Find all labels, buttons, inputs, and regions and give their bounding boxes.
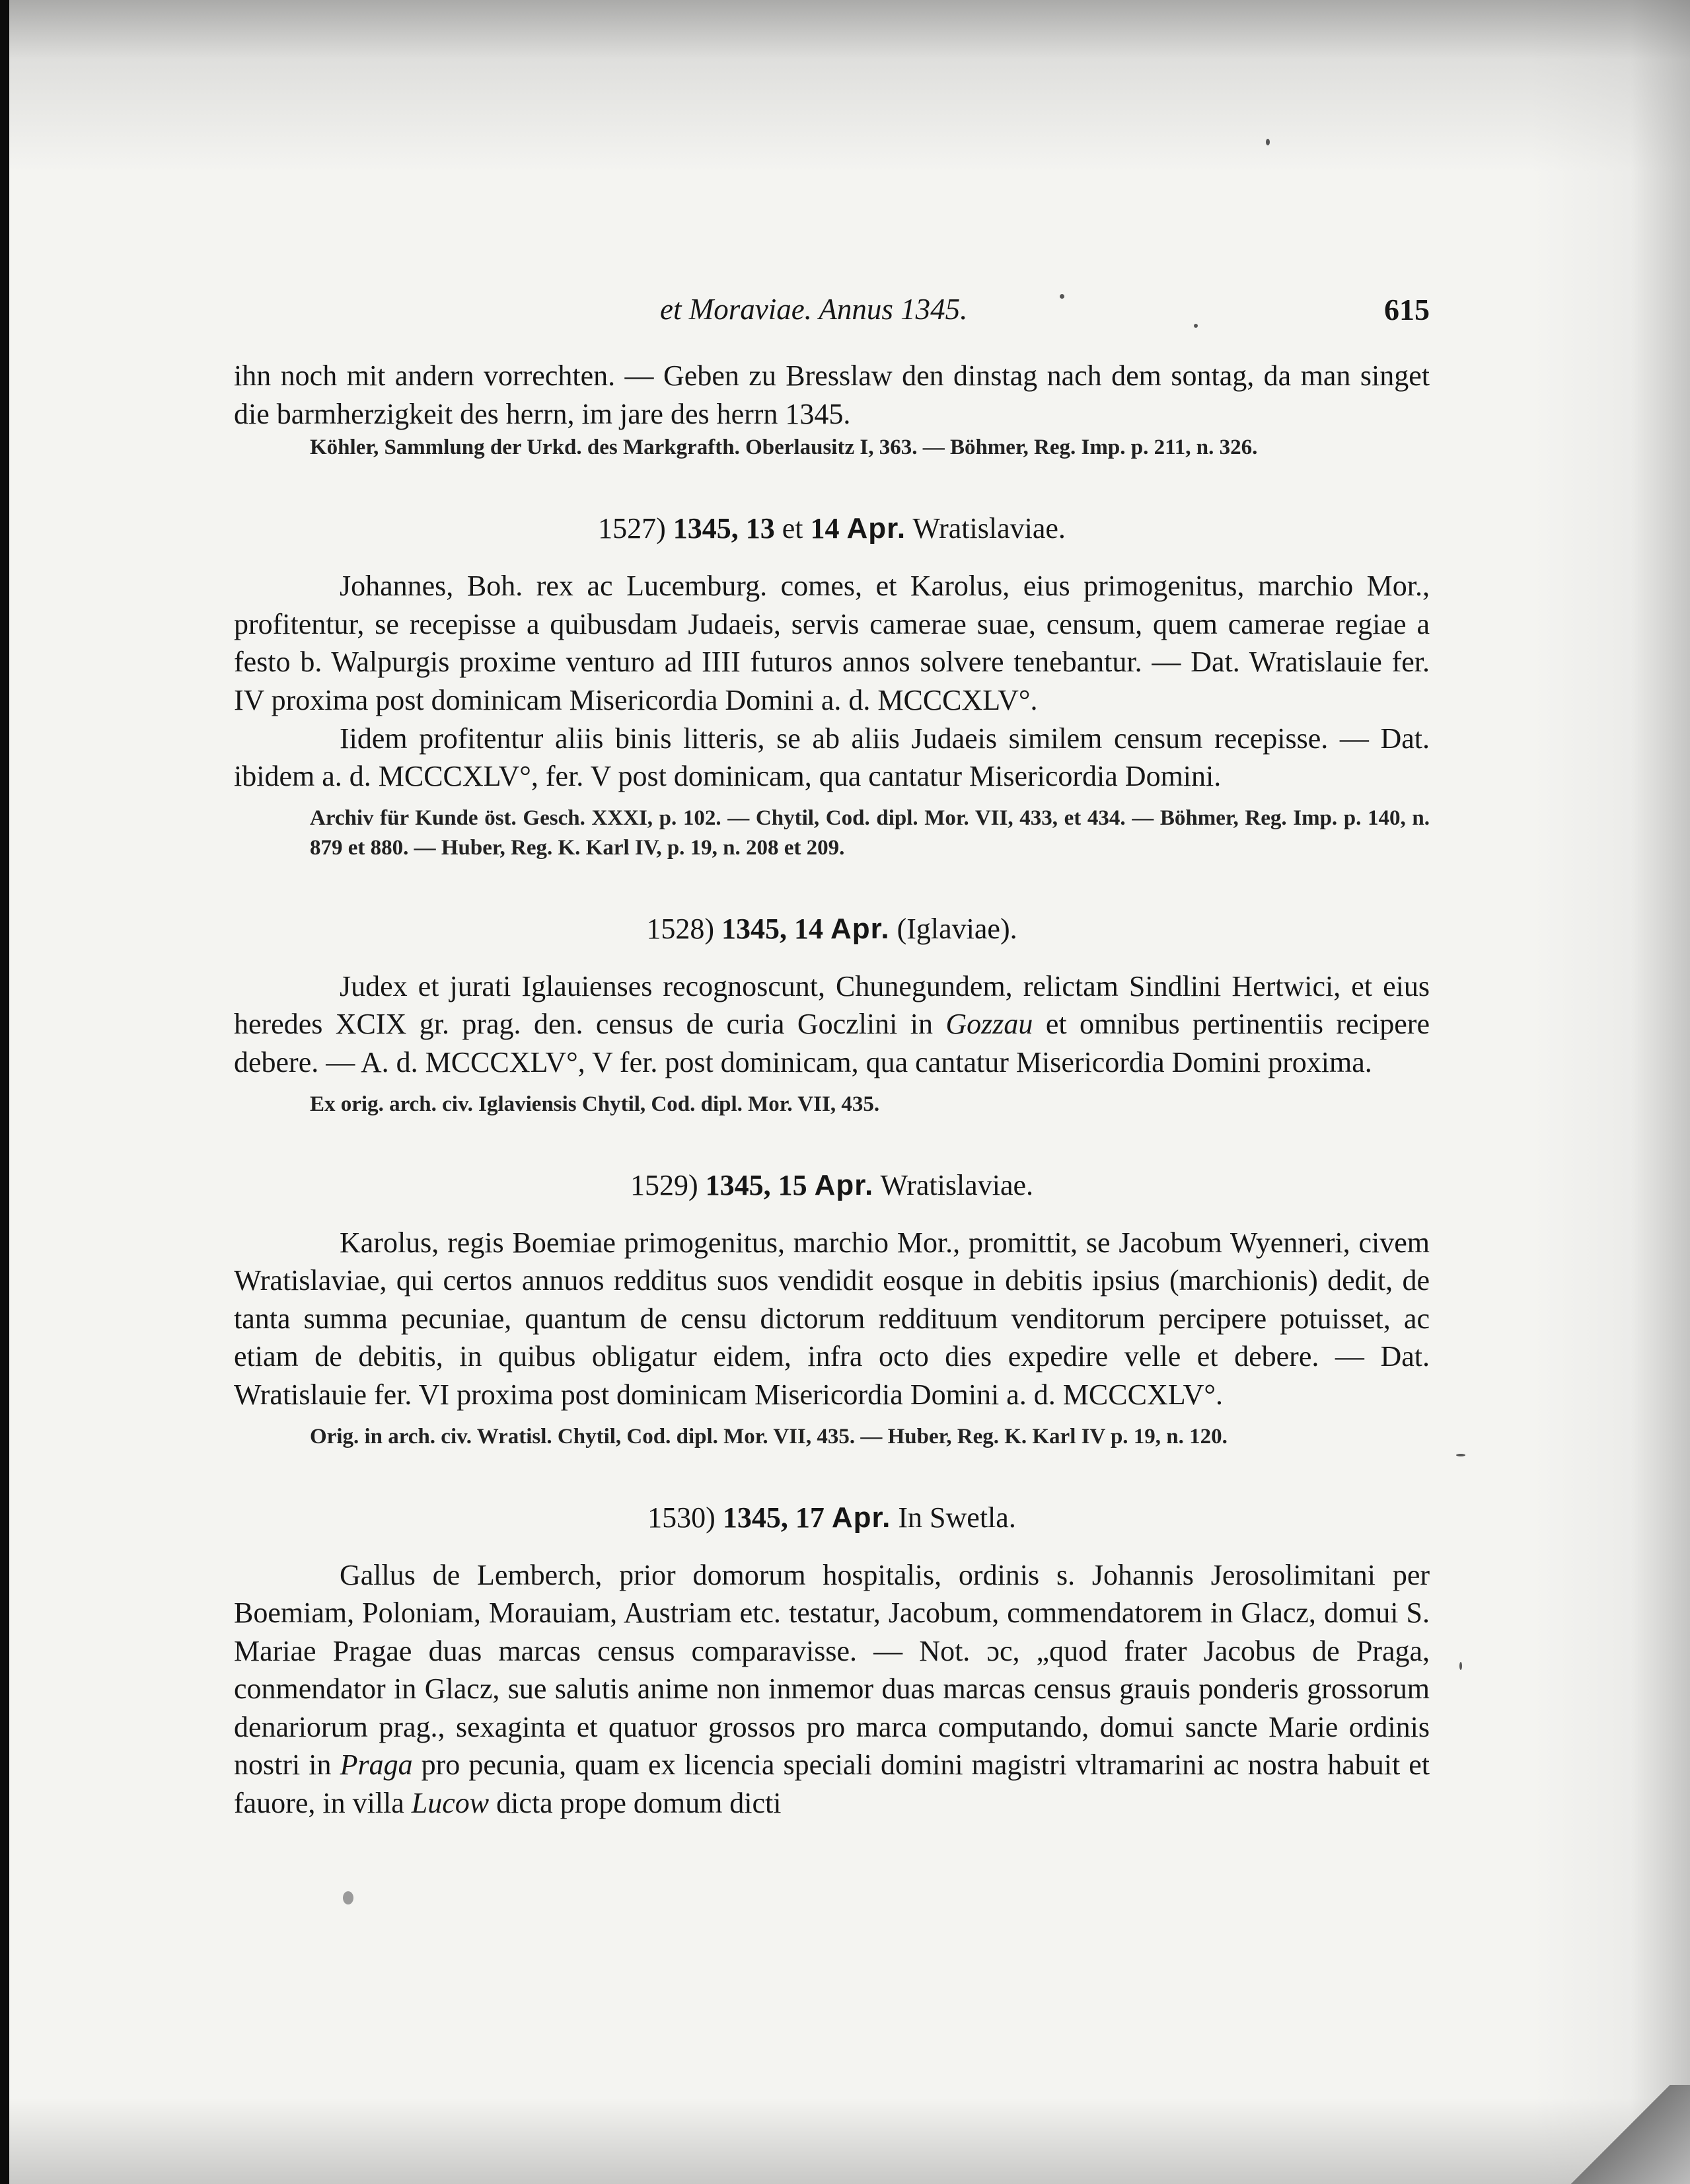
entry-date: 1345, 14 xyxy=(721,912,824,945)
entry-number: 1528) xyxy=(646,912,715,945)
page-corner-shadow xyxy=(1551,2085,1690,2184)
entry-1527-paragraph-2: Iidem profitentur aliis binis litteris, se ab aliis Judaeis similem censum recepisse. — Dat. ibidem a. d. MCCCXLV°, fer. V post dominicam, qua cantatur Misericordia Domini. xyxy=(234,722,1430,793)
page-body xyxy=(234,357,1430,1823)
text-run: pro pecunia, quam ex licencia speciali domini magistri vltramarini ac nostra habuit et fauore, in villa xyxy=(234,1749,1430,1820)
entry-date: 1345, 15 xyxy=(705,1168,807,1201)
entry-1529-source-note: Orig. in arch. civ. Wratisl. Chytil, Cod. dipl. Mor. VII, 435. — Huber, Reg. K. Karl IV p. 19, n. 120. xyxy=(310,1424,1228,1449)
entry-place: In Swetla. xyxy=(898,1501,1016,1534)
text-run: Judex et jurati Iglauienses recognoscunt, Chunegundem, relictam Sindlini Hertwici, et eius heredes XCIX gr. prag. den. census de curia Goczlini in xyxy=(234,969,1430,1041)
scan-speck xyxy=(1456,1454,1465,1456)
italic-place-name: Praga xyxy=(340,1749,413,1782)
scan-speck xyxy=(1060,294,1064,299)
entry-place: Wratislaviae. xyxy=(912,512,1066,545)
entry-number: 1527) xyxy=(598,512,666,545)
italic-place-name: Lucow xyxy=(411,1787,490,1820)
entry-number: 1529) xyxy=(630,1168,698,1201)
scan-speck xyxy=(343,1891,353,1904)
entry-1527-paragraph-1: Johannes, Boh. rex ac Lucemburg. comes, et Karolus, eius primogenitus, marchio Mor., profitentur, se recepisse a quibusdam Judaeis, servis camerae suae, censum, quem camerae regiae a festo b. Walpurgis proxime venturo ad IIII futuros annos solvere tenebantur. — Dat. Wratislauie fer. IV proxima post dominicam Misericordia Domini a. d. MCCCXLV°. xyxy=(234,570,1430,716)
entry-number: 1530) xyxy=(647,1501,716,1534)
entry-heading-1530 xyxy=(234,1498,1430,1538)
italic-place-name: Gozzau xyxy=(945,1008,1033,1041)
entry-place: Wratislaviae. xyxy=(880,1168,1033,1201)
entry-heading-1529 xyxy=(234,1166,1430,1205)
entry-1529-paragraph: Karolus, regis Boemiae primogenitus, marchio Mor., promittit, se Jacobum Wyenneri, civem Wratislaviae, qui certos annuos redditus suos vendidit eosque in debitis ipsius (marchionis) dedit, de tanta summa pecuniae, quantum de censu dictorum reddituum venditorum percipere potuisset, ac etiam de debitis, in quibus obligatur eidem, infra octo dies expedire velle et debere. — Dat. Wratislauie fer. VI proxima post dominicam Misericordia Domini a. d. MCCCXLV°. xyxy=(234,1226,1430,1411)
scan-speck xyxy=(1266,139,1270,145)
entry-date: 1345, 13 xyxy=(673,512,775,545)
scan-speck xyxy=(1194,324,1198,328)
intro-source-note: Köhler, Sammlung der Urkd. des Markgrafth. Oberlausitz I, 363. — Böhmer, Reg. Imp. p. 211, n. 326. xyxy=(310,435,1258,460)
intro-paragraph: ihn noch mit andern vorrechten. — Geben zu Bresslaw den dinstag nach dem sontag, da man singet die barmherzigkeit des herrn, im jare des herrn 1345. xyxy=(234,359,1430,430)
entry-month: Apr. xyxy=(814,1168,874,1201)
entry-date: 1345, 17 xyxy=(722,1501,825,1534)
entry-1527-source-note: Archiv für Kunde öst. Gesch. XXXI, p. 102. — Chytil, Cod. dipl. Mor. VII, 433, et 434. — Böhmer, Reg. Imp. p. 140, n. 879 et 880. — Huber, Reg. K. Karl IV, p. 19, n. 208 et 209. xyxy=(310,806,1430,860)
entry-month: Apr. xyxy=(831,1501,891,1534)
entry-heading-1527 xyxy=(234,509,1430,548)
entry-1528-paragraph xyxy=(234,967,1430,1082)
text-run: et omnibus pertinentiis recipere debere. — A. d. MCCCXLV°, V fer. post dominicam, qua cantatur Misericordia Domini proxima. xyxy=(234,1008,1430,1078)
entry-heading-1528 xyxy=(234,909,1430,949)
page-sheet xyxy=(9,0,1690,2184)
page-number: 615 xyxy=(1384,293,1430,326)
text-run: Gallus de Lemberch, prior domorum hospitalis, ordinis s. Johannis Jerosolimitani per Boemiam, Poloniam, Morauiam, Austriam etc. testatur, Jacobum, commendatorem in Glacz, domui S. Mariae Pragae duas marcas census comparavisse. — Not. ɔc, „quod frater Jacobus de Praga, conmendator in Glacz, sue salutis anime non inmemor duas marcas census grauis ponderis grossorum denariorum prag., sexaginta et quatuor grossos pro marca computando, domui sancte Marie ordinis nostri in xyxy=(234,1558,1430,1782)
running-header xyxy=(234,292,1430,332)
entry-month: Apr. xyxy=(830,912,890,945)
entry-place: (Iglaviae). xyxy=(897,912,1017,945)
entry-date-joiner: et xyxy=(782,512,803,545)
text-run: dicta prope domum dicti xyxy=(496,1787,782,1820)
running-title: et Moraviae. Annus 1345. xyxy=(660,293,968,326)
entry-month: Apr. xyxy=(846,512,906,545)
entry-1528-source-note: Ex orig. arch. civ. Iglaviensis Chytil, Cod. dipl. Mor. VII, 435. xyxy=(310,1092,880,1116)
entry-date-second: 14 xyxy=(810,512,840,545)
scan-left-edge xyxy=(0,0,9,2184)
scan-speck xyxy=(1459,1662,1462,1670)
entry-1530-paragraph xyxy=(234,1556,1430,1823)
